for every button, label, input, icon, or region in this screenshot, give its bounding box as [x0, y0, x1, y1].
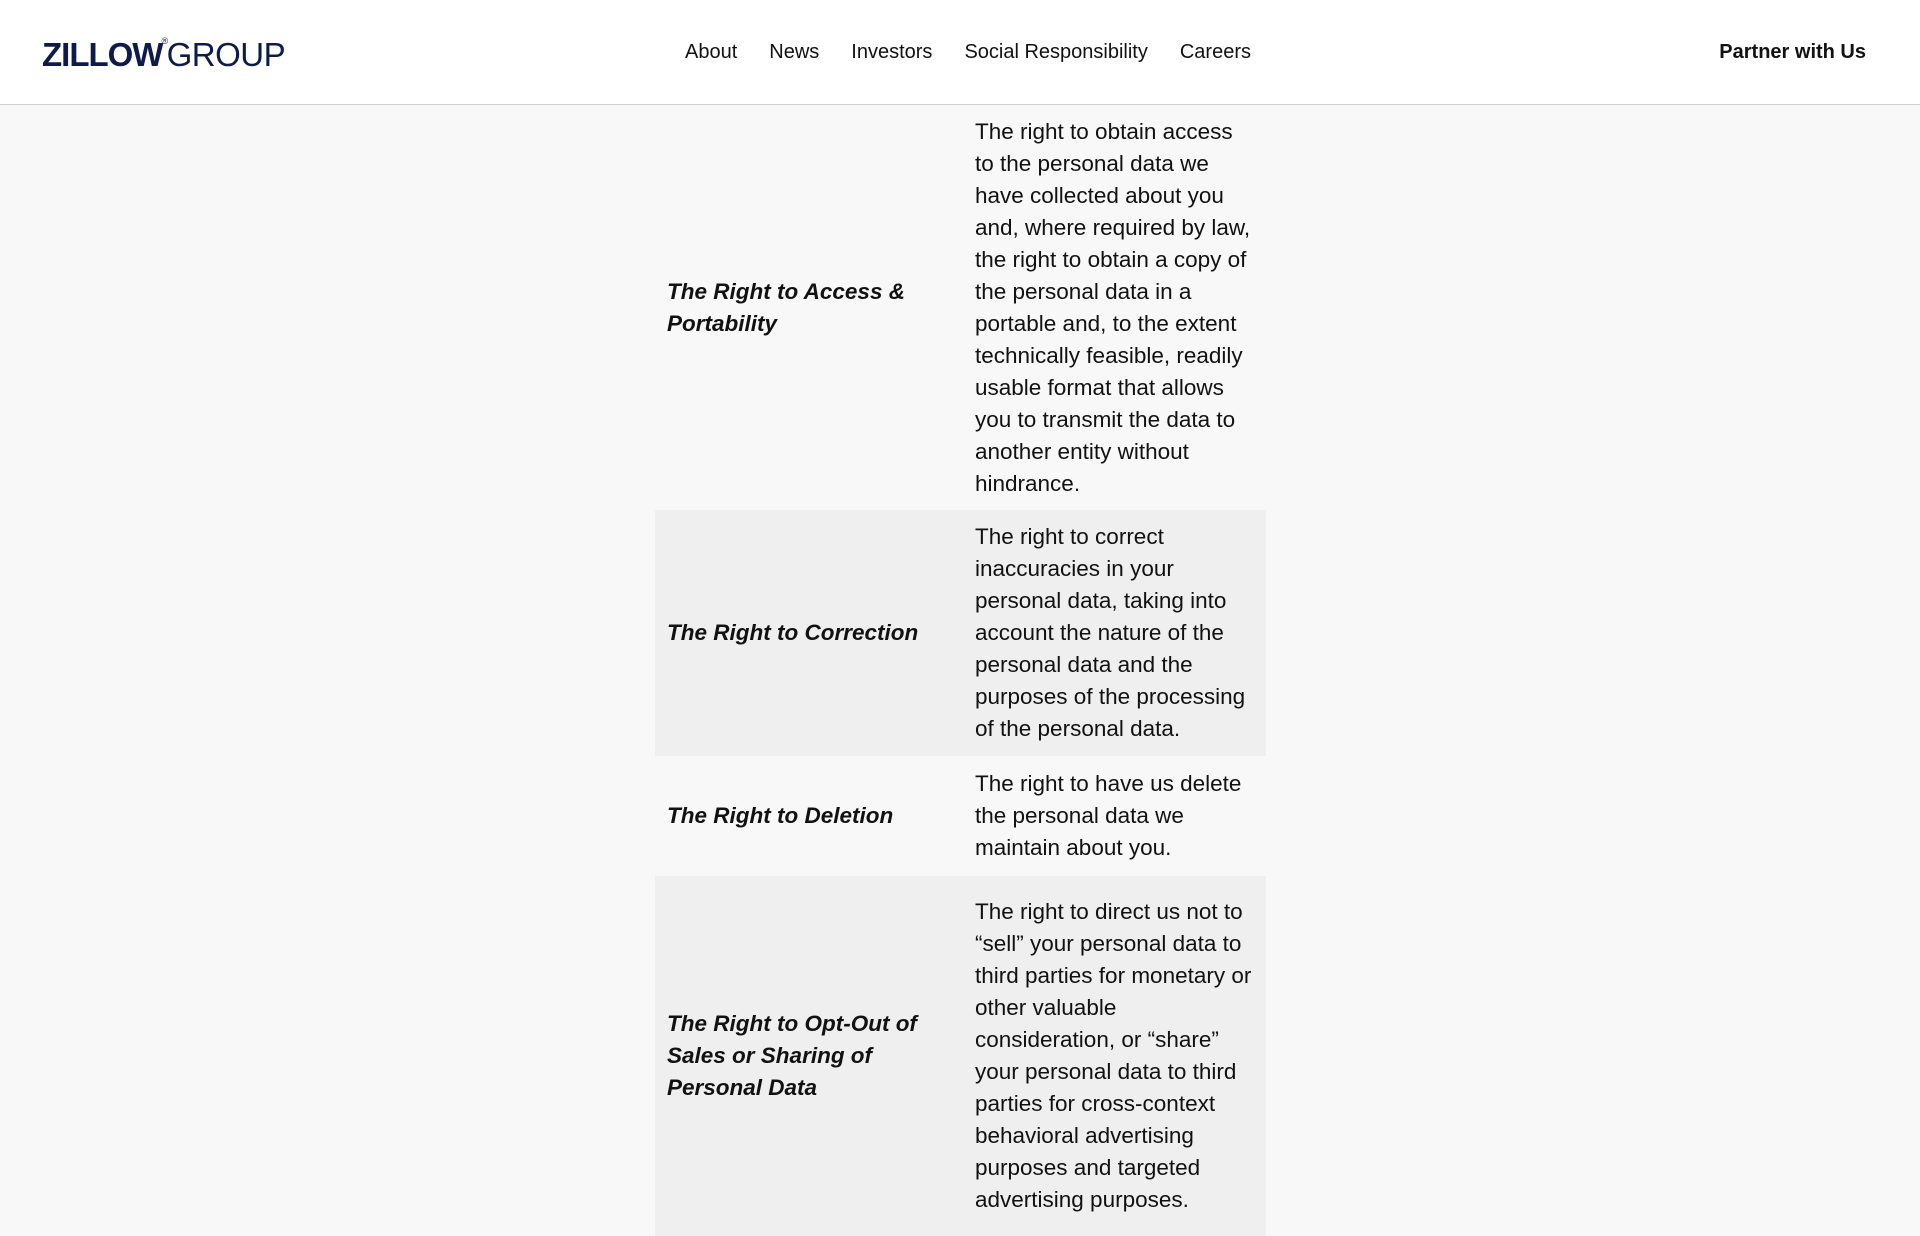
right-name: The Right to Deletion — [667, 803, 894, 828]
table-row — [655, 510, 1266, 756]
partner-with-us-link[interactable]: Partner with Us — [1719, 41, 1866, 63]
right-description: The right to have us delete the personal data we maintain about you. — [975, 771, 1242, 860]
privacy-rights-table-container — [655, 105, 1266, 1236]
nav-about[interactable]: About — [685, 41, 738, 63]
right-name: The Right to Access & Portability — [667, 278, 905, 336]
logo-registered-mark: ® — [161, 36, 168, 46]
nav-social-responsibility[interactable]: Social Responsibility — [964, 41, 1148, 63]
logo-text-zillow: ZILLOW — [42, 36, 163, 73]
logo-text-group: GROUP — [166, 36, 286, 73]
nav-news[interactable]: News — [769, 41, 820, 63]
zillow-group-logo[interactable] — [42, 36, 285, 82]
main-nav — [685, 38, 1251, 66]
right-description: The right to direct us not to “sell” your personal data to third parties for monetary or other valuable consideration, or “share” your personal data to third parties for cross-context behavioral advertising purposes and targeted advertising purposes. — [975, 899, 1252, 1212]
table-row — [655, 876, 1266, 1236]
site-header — [0, 0, 1920, 105]
nav-careers[interactable]: Careers — [1179, 41, 1251, 63]
nav-investors[interactable]: Investors — [851, 41, 933, 63]
right-description: The right to correct inaccuracies in your personal data, taking into account the nature of the personal data and the purposes of the processing of the personal data. — [975, 524, 1246, 741]
right-description: The right to obtain access to the personal data we have collected about you and, where required by law, the right to obtain a copy of the personal data in a portable and, to the extent technically feasible, readily usable format that allows you to transmit the data to another entity without hindrance. — [975, 118, 1251, 496]
right-name: The Right to Opt-Out of Sales or Sharing of Personal Data — [667, 1011, 917, 1100]
right-name: The Right to Correction — [667, 620, 919, 645]
privacy-rights-table — [655, 105, 1266, 1236]
table-row — [655, 756, 1266, 876]
table-row — [655, 105, 1266, 510]
